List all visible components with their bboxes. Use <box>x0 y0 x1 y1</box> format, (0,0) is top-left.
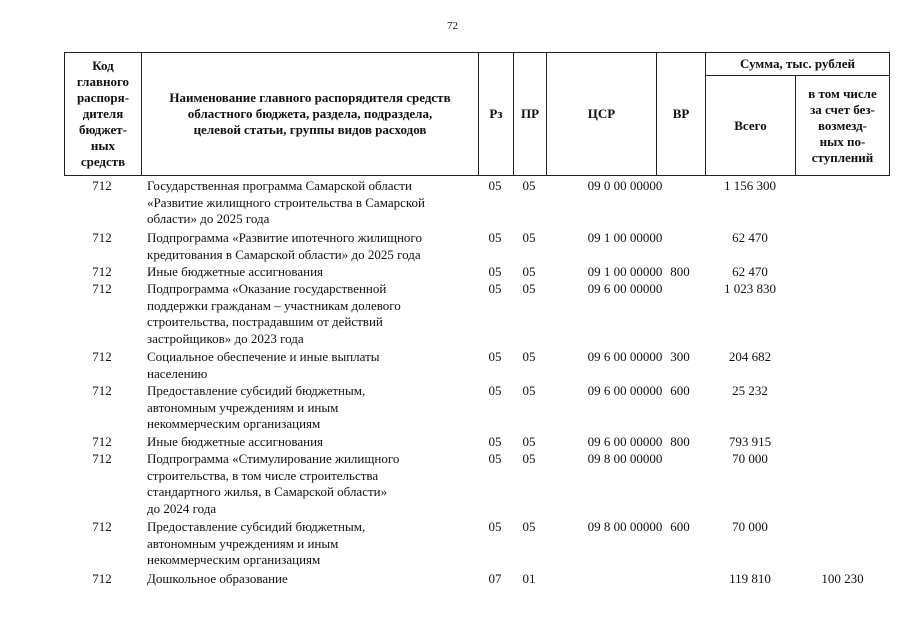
row-csr: 09 1 00 00000 <box>587 230 663 245</box>
header-vr: ВР <box>672 106 690 121</box>
row-total: 1 156 300 <box>724 178 776 193</box>
row-total: 62 470 <box>732 230 768 245</box>
row-rz: 05 <box>488 281 502 296</box>
row-name: Иные бюджетные ассигнования <box>147 264 324 279</box>
row-total: 1 023 830 <box>724 281 776 296</box>
row-code: 712 <box>92 281 112 296</box>
row-csr: 09 6 00 00000 <box>587 383 663 398</box>
row-total: 204 682 <box>728 349 772 364</box>
row-code: 712 <box>92 519 112 534</box>
row-code: 712 <box>92 230 112 245</box>
row-code: 712 <box>92 571 112 586</box>
row-vr: 600 <box>670 519 690 534</box>
row-rz: 05 <box>488 349 502 364</box>
row-code: 712 <box>92 178 112 193</box>
row-code: 712 <box>92 383 112 398</box>
row-rz: 05 <box>488 230 502 245</box>
header-csr: ЦСР <box>587 106 616 121</box>
row-name: Подпрограмма «Развитие ипотечного жилищного кредитования в Самарской области» до 2025 года <box>147 230 422 262</box>
row-pr: 05 <box>522 349 536 364</box>
row-pr: 05 <box>522 383 536 398</box>
row-rz: 07 <box>488 571 502 586</box>
header-name: Наименование главного распорядителя средств областного бюджета, раздела, подраздела, целевой статьи, группы видов расходов <box>169 90 451 137</box>
row-name: Подпрограмма «Стимулирование жилищного строительства, в том числе строительства стандартного жилья, в Самарской области» до 2024 года <box>147 451 400 516</box>
table-row <box>64 383 890 434</box>
row-free: 100 230 <box>821 571 864 586</box>
row-total: 119 810 <box>729 571 771 586</box>
table-row <box>64 264 890 281</box>
row-vr: 300 <box>670 349 690 364</box>
table-header <box>64 52 890 176</box>
row-pr: 05 <box>522 451 536 466</box>
row-rz: 05 <box>488 178 502 193</box>
row-csr: 09 8 00 00000 <box>587 451 663 466</box>
table-row <box>64 451 890 519</box>
row-total: 70 000 <box>732 451 768 466</box>
table-row <box>64 230 890 264</box>
row-code: 712 <box>92 434 112 449</box>
table-row <box>64 571 890 591</box>
row-total: 793 915 <box>728 434 772 449</box>
row-vr: 800 <box>670 434 690 449</box>
row-pr: 05 <box>522 281 536 296</box>
row-name: Предоставление субсидий бюджетным, автономным учреждениям и иным некоммерческим организациям <box>147 519 366 567</box>
row-pr: 05 <box>522 434 536 449</box>
row-vr: 600 <box>670 383 690 398</box>
row-pr: 05 <box>522 264 536 279</box>
header-code: Код главного распоря- дителя бюджет- ных средств <box>76 58 130 169</box>
row-name: Государственная программа Самарской области «Развитие жилищного строительства в Самарской области» до 2025 года <box>147 178 425 226</box>
header-free: в том числе за счет без- возмезд- ных по- ступлений <box>808 85 877 165</box>
row-rz: 05 <box>488 519 502 534</box>
header-rz: Рз <box>489 106 503 121</box>
row-rz: 05 <box>488 264 502 279</box>
table-row <box>64 519 890 571</box>
row-rz: 05 <box>488 434 502 449</box>
header-pr: ПР <box>520 106 540 121</box>
row-csr: 09 6 00 00000 <box>587 281 663 296</box>
row-pr: 01 <box>522 571 536 586</box>
row-csr: 09 6 00 00000 <box>587 434 663 449</box>
row-code: 712 <box>92 451 112 466</box>
row-code: 712 <box>92 349 112 364</box>
table-row <box>64 349 890 383</box>
header-total: Всего <box>734 117 767 133</box>
row-name: Дошкольное образование <box>147 571 288 586</box>
table-row <box>64 434 890 451</box>
row-rz: 05 <box>488 383 502 398</box>
row-name: Предоставление субсидий бюджетным, автономным учреждениям и иным некоммерческим организациям <box>147 383 366 431</box>
row-csr: 09 0 00 00000 <box>587 178 663 193</box>
row-csr: 09 6 00 00000 <box>587 349 663 364</box>
row-vr: 800 <box>670 264 690 279</box>
table-row <box>64 281 890 349</box>
row-total: 70 000 <box>732 519 768 534</box>
row-pr: 05 <box>522 519 536 534</box>
row-pr: 05 <box>522 230 536 245</box>
row-total: 62 470 <box>732 264 768 279</box>
row-pr: 05 <box>522 178 536 193</box>
row-code: 712 <box>92 264 112 279</box>
table-body <box>64 178 890 591</box>
row-csr: 09 1 00 00000 <box>587 264 663 279</box>
row-csr: 09 8 00 00000 <box>587 519 663 534</box>
row-rz: 05 <box>488 451 502 466</box>
table-row <box>64 178 890 230</box>
row-name: Подпрограмма «Оказание государственной поддержки гражданам – участникам долевого строительства, пострадавшим от действий застройщиков» до 2023 года <box>147 281 401 346</box>
row-total: 25 232 <box>732 383 768 398</box>
row-name: Иные бюджетные ассигнования <box>147 434 324 449</box>
header-sum-title: Сумма, тыс. рублей <box>740 56 855 71</box>
row-name: Социальное обеспечение и иные выплаты населению <box>147 349 380 381</box>
page-number: 72 <box>447 20 458 32</box>
